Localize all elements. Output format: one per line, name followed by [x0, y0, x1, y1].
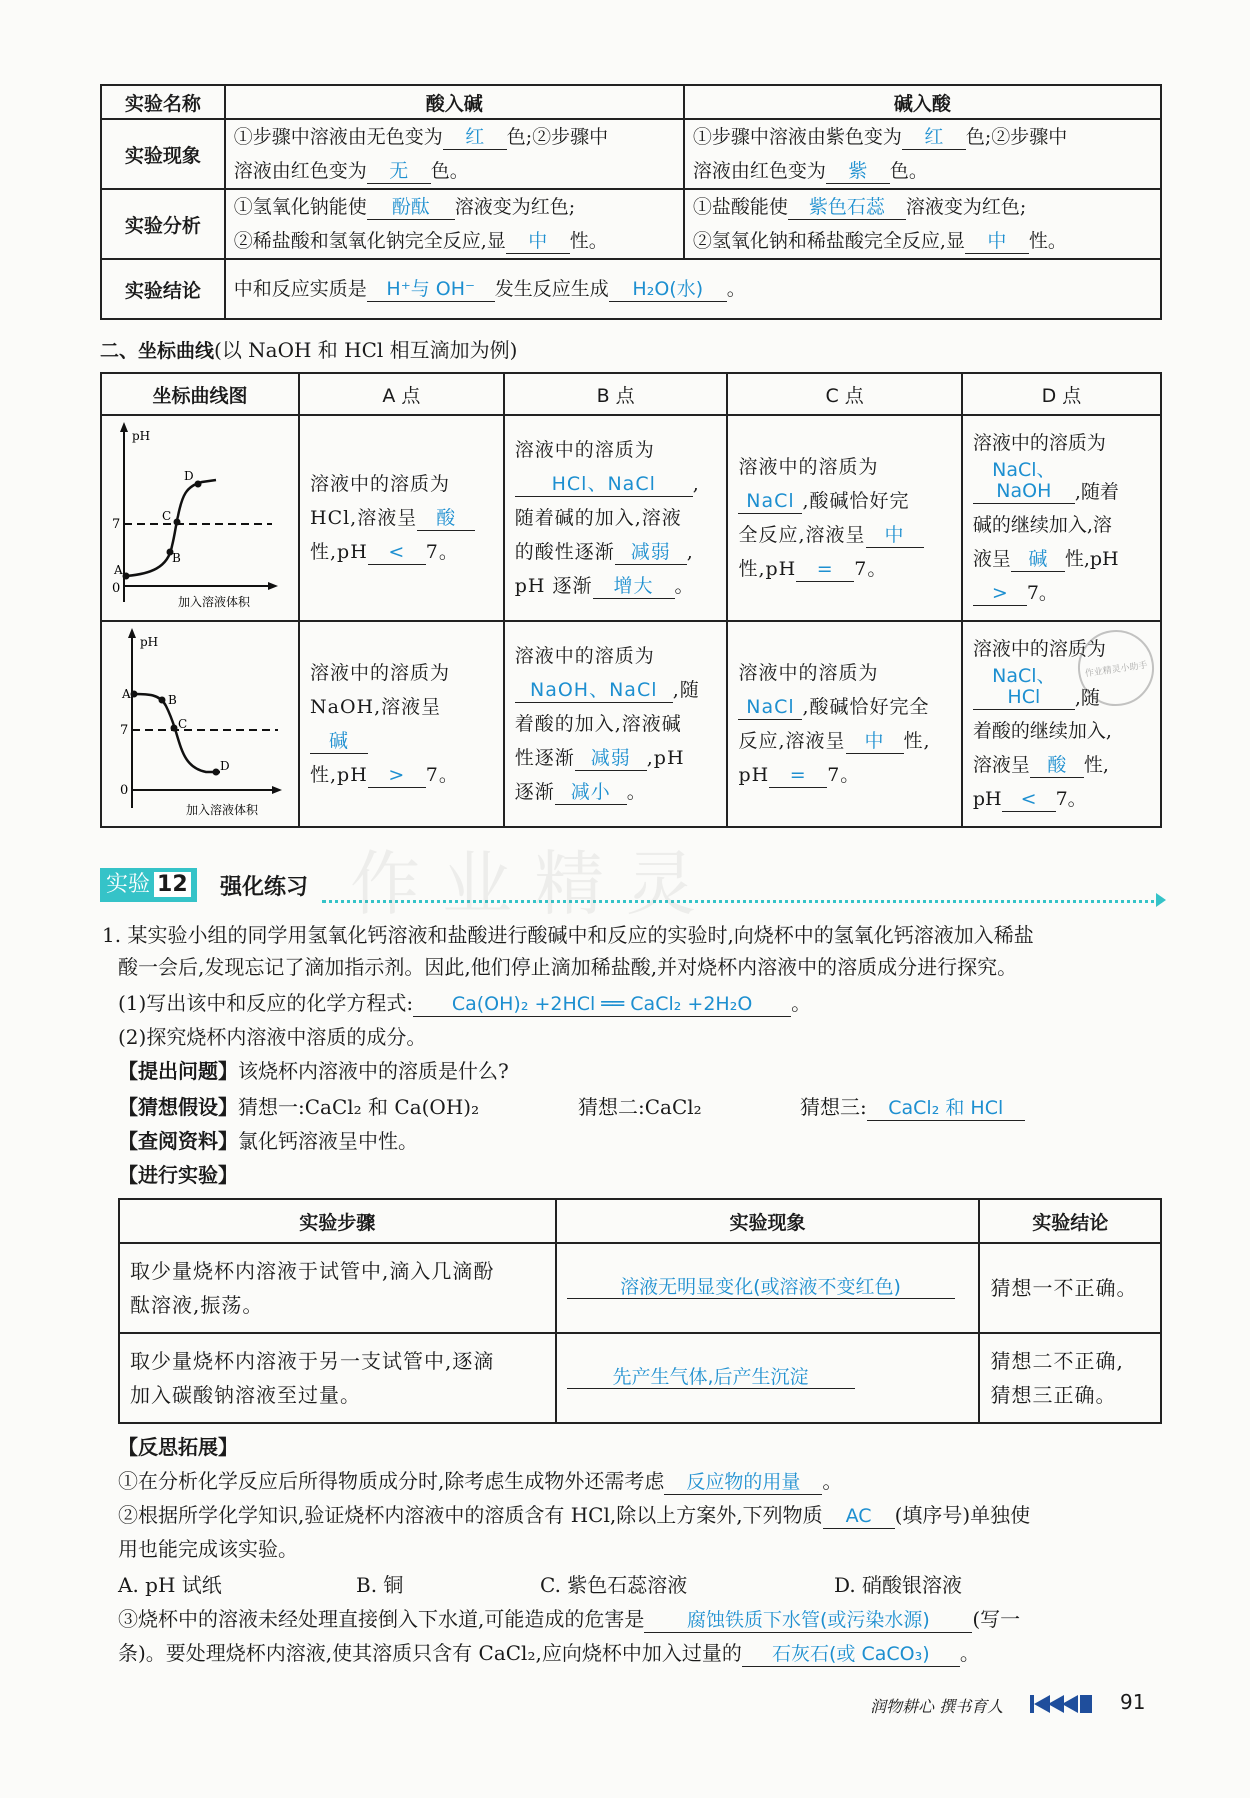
q1-stem-line2: 酸一会后,发现忘记了滴加指示剂。因此,他们停止滴加稀盐酸,并对烧杯内溶液中的溶质成分进行探究。	[118, 955, 1018, 979]
footer	[870, 1690, 1170, 1718]
option-b: B. 铜	[356, 1573, 404, 1597]
analysis-acid-into-base: ①氢氧化钠能使 酚酞 溶液变为红色; ②稀盐酸和氢氧化钠完全反应,显 中 性。	[225, 189, 684, 259]
row-label-phenomenon: 实验现象	[101, 119, 225, 189]
label-a: A	[114, 563, 123, 577]
point-d	[195, 481, 202, 488]
header-base-into-acid: 碱入酸	[684, 85, 1161, 119]
q1-part2: (2)探究烧杯内溶液中溶质的成分。	[118, 1025, 427, 1049]
watermark: 作业精灵	[350, 843, 718, 925]
label-b: B	[168, 693, 177, 707]
q1-reflection-1: ①在分析化学反应后所得物质成分时,除考虑生成物外还需考虑 反应物的用量 。	[118, 1469, 843, 1493]
point-c	[171, 725, 178, 732]
q1-part1: (1)写出该中和反应的化学方程式: Ca(OH)₂ +2HCl ══ CaCl₂ +2H₂O 。	[118, 991, 812, 1015]
r2-point-c: 溶液中的溶质为 NaCl ,酸碱恰好完全 反应,溶液呈 中 性, pH = 7。	[727, 621, 961, 827]
conclusion-1: 猜想一不正确。	[979, 1243, 1161, 1333]
ownership-stamp: 作业精灵小助手	[1073, 625, 1159, 711]
q1-hypotheses: 【猜想假设】猜想一:CaCl₂ 和 Ca(OH)₂ 猜想二:CaCl₂ 猜想三: CaCl₂ 和 HCl	[118, 1092, 1162, 1122]
option-d: D. 硝酸银溶液	[834, 1573, 963, 1597]
x-axis-label: 加入溶液体积	[178, 595, 251, 609]
option-c: C. 紫色石蕊溶液	[540, 1573, 688, 1597]
banner-arrow-icon	[1156, 893, 1166, 907]
q1-reference: 【查阅资料】氯化钙溶液呈中性。	[118, 1129, 418, 1153]
graph-cell-acid-into-base	[101, 621, 299, 827]
x-axis-arrow	[272, 786, 282, 794]
analysis-base-into-acid: ①盐酸能使 紫色石蕊 溶液变为红色; ②氢氧化钠和稀盐酸完全反应,显 中 性。	[684, 189, 1161, 259]
label-d: D	[184, 469, 194, 483]
x-axis-arrow	[268, 582, 278, 590]
page-number: 91	[1120, 1690, 1146, 1714]
point-b	[159, 697, 166, 704]
step-1: 取少量烧杯内溶液于试管中,滴入几滴酚 酞溶液,振荡。	[119, 1243, 556, 1333]
q1-stem-line1: 1. 某实验小组的同学用氢氧化钙溶液和盐酸进行酸碱中和反应的实验时,向烧杯中的氢氧化钙溶液加入稀盐	[102, 923, 1034, 947]
ph-curve-falling	[102, 622, 298, 822]
experiment-table	[100, 84, 1162, 320]
label-c: C	[162, 509, 172, 523]
q1-experiment-tag: 【进行实验】	[118, 1163, 238, 1187]
banner-badge: 实验 12	[100, 868, 197, 902]
section-heading: 二、坐标曲线(以 NaOH 和 HCl 相互滴加为例)	[100, 338, 518, 362]
q1-reflection-2: ②根据所学化学知识,验证烧杯内溶液中的溶质含有 HCl,除以上方案外,下列物质 AC (填序号)单独使	[118, 1503, 1031, 1527]
origin-label: 0	[112, 581, 121, 596]
conclusion-cell: 中和反应实质是 H⁺与 OH⁻ 发生反应生成 H₂O(水) 。	[225, 259, 1161, 319]
origin-label: 0	[120, 783, 129, 798]
r2-point-d: 溶液中的溶质为 NaCl、HCl ,随 着酸的继续加入, 溶液呈 酸 性, pH < 7。	[962, 621, 1161, 827]
header-c: C 点	[727, 373, 961, 415]
row-label-conclusion: 实验结论	[101, 259, 225, 319]
header-steps: 实验步骤	[119, 1199, 556, 1243]
label-a: A	[122, 687, 131, 701]
q1-question: 【提出问题】该烧杯内溶液中的溶质是什么?	[118, 1059, 509, 1083]
q1-reflection-2b: 用也能完成该实验。	[118, 1537, 298, 1561]
step-2: 取少量烧杯内溶液于另一支试管中,逐滴 加入碳酸钠溶液至过量。	[119, 1333, 556, 1423]
q1-options	[118, 1570, 1118, 1600]
label-c: C	[178, 717, 188, 731]
observation-1: 溶液无明显变化(或溶液不变红色)	[556, 1243, 980, 1333]
footer-rewind-icon	[1030, 1693, 1092, 1715]
r1-point-a: 溶液中的溶质为 HCl,溶液呈 酸 性,pH < 7。	[299, 415, 504, 621]
y-axis-label: pH	[140, 635, 159, 649]
option-a: A. pH 试纸	[118, 1573, 222, 1597]
q1-reflection-tag: 【反思拓展】	[118, 1435, 238, 1459]
q1-reflection-3b: 条)。要处理烧杯内溶液,使其溶质只含有 CaCl₂,应向烧杯中加入过量的 石灰石(或 CaCO₃) 。	[118, 1641, 980, 1665]
q1-reflection-3: ③烧杯中的溶液未经处理直接倒入下水道,可能造成的危害是 腐蚀铁质下水管(或污染水源) (写一	[118, 1607, 1021, 1631]
r1-point-b: 溶液中的溶质为 HCl、NaCl , 随着碱的加入,溶液 的酸性逐渐 减弱 , pH 逐渐 增大 。	[504, 415, 728, 621]
conclusion-2: 猜想二不正确, 猜想三正确。	[979, 1333, 1161, 1423]
point-c	[174, 519, 181, 526]
ph7-tick: 7	[112, 517, 121, 532]
graph-cell-base-into-acid	[101, 415, 299, 621]
experiment-steps-table	[118, 1198, 1162, 1424]
titration-curve	[126, 480, 216, 576]
ph-curve-rising	[102, 416, 298, 616]
r1-point-c: 溶液中的溶质为 NaCl ,酸碱恰好完 全反应,溶液呈 中 性,pH = 7。	[727, 415, 961, 621]
banner-title: 强化练习	[220, 875, 309, 900]
observation-2: 先产生气体,后产生沉淀	[556, 1333, 980, 1423]
y-axis-arrow	[128, 628, 136, 638]
label-d: D	[220, 759, 230, 773]
point-a	[123, 573, 130, 580]
titration-curve	[134, 694, 220, 772]
header-graph: 坐标曲线图	[101, 373, 299, 415]
header-b: B 点	[504, 373, 728, 415]
phenomenon-acid-into-base: ①步骤中溶液由无色变为 红 色;②步骤中 溶液由红色变为 无 色。	[225, 119, 684, 189]
x-axis-label: 加入溶液体积	[186, 803, 259, 817]
y-axis-label: pH	[132, 429, 151, 443]
y-axis-arrow	[120, 422, 128, 432]
header-observation: 实验现象	[556, 1199, 980, 1243]
point-a	[131, 691, 138, 698]
curve-table	[100, 372, 1162, 828]
ph7-tick: 7	[120, 723, 129, 738]
header-d: D 点	[962, 373, 1161, 415]
r2-point-a: 溶液中的溶质为 NaOH,溶液呈碱 性,pH > 7。	[299, 621, 504, 827]
label-b: B	[172, 551, 181, 565]
footer-motto: 润物耕心 撰书育人	[870, 1697, 1004, 1716]
r1-point-d: 溶液中的溶质为 NaCl、NaOH ,随着 碱的继续加入,溶 液呈 碱 性,pH > 7。	[962, 415, 1161, 621]
header-acid-into-base: 酸入碱	[225, 85, 684, 119]
header-name: 实验名称	[101, 85, 225, 119]
header-a: A 点	[299, 373, 504, 415]
header-conclusion: 实验结论	[979, 1199, 1161, 1243]
r2-point-b: 溶液中的溶质为 NaOH、NaCl ,随 着酸的加入,溶液碱 性逐渐 减弱 ,pH 逐渐 减小 。	[504, 621, 728, 827]
row-label-analysis: 实验分析	[101, 189, 225, 259]
phenomenon-base-into-acid: ①步骤中溶液由紫色变为 红 色;②步骤中 溶液由红色变为 紫 色。	[684, 119, 1161, 189]
point-d	[213, 769, 220, 776]
